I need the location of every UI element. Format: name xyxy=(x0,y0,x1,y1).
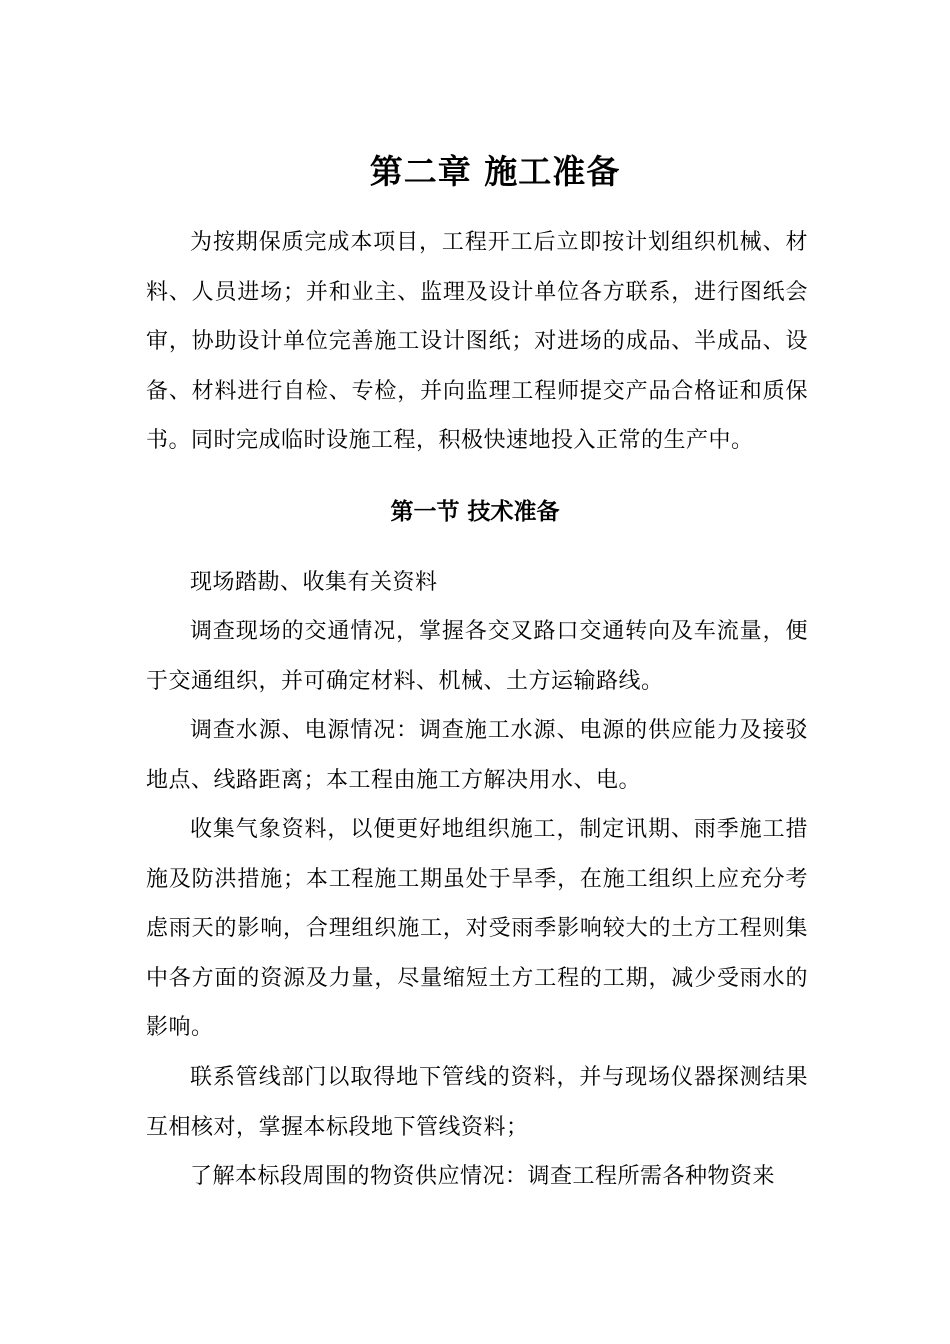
chapter-title: 第二章 施工准备 xyxy=(369,152,621,191)
section-paragraph: 调查现场的交通情况，掌握各交叉路口交通转向及车流量，便于交通组织，并可确定材料、机械、土方运输路线。 xyxy=(146,619,808,694)
section-paragraph: 现场踏勘、收集有关资料 xyxy=(190,570,438,595)
chapter-intro-paragraph: 为按期保质完成本项目，工程开工后立即按计划组织机械、材料、人员进场；并和业主、监理及设计单位各方联系，进行图纸会审，协助设计单位完善施工设计图纸；对进场的成品、半成品、设备、材料进行自检、专检，并向监理工程师提交产品合格证和质保书。同时完成临时设施工程，积极快速地投入正常的生产中。 xyxy=(146,230,808,453)
section-title: 第一节 技术准备 xyxy=(390,498,560,525)
section-paragraph: 联系管线部门以取得地下管线的资料，并与现场仪器探测结果互相核对，掌握本标段地下管线资料； xyxy=(146,1065,808,1140)
section-paragraph: 了解本标段周围的物资供应情况：调查工程所需各种物资来 xyxy=(190,1164,776,1189)
section-paragraph: 调查水源、电源情况：调查施工水源、电源的供应能力及接驳地点、线路距离；本工程由施工方解决用水、电。 xyxy=(146,718,808,793)
section-paragraph: 收集气象资料，以便更好地组织施工，制定讯期、雨季施工措施及防洪措施；本工程施工期虽处于旱季，在施工组织上应充分考虑雨天的影响，合理组织施工，对受雨季影响较大的土方工程则集中各方面的资源及力量，尽量缩短土方工程的工期，减少受雨水的影响。 xyxy=(146,817,808,1040)
